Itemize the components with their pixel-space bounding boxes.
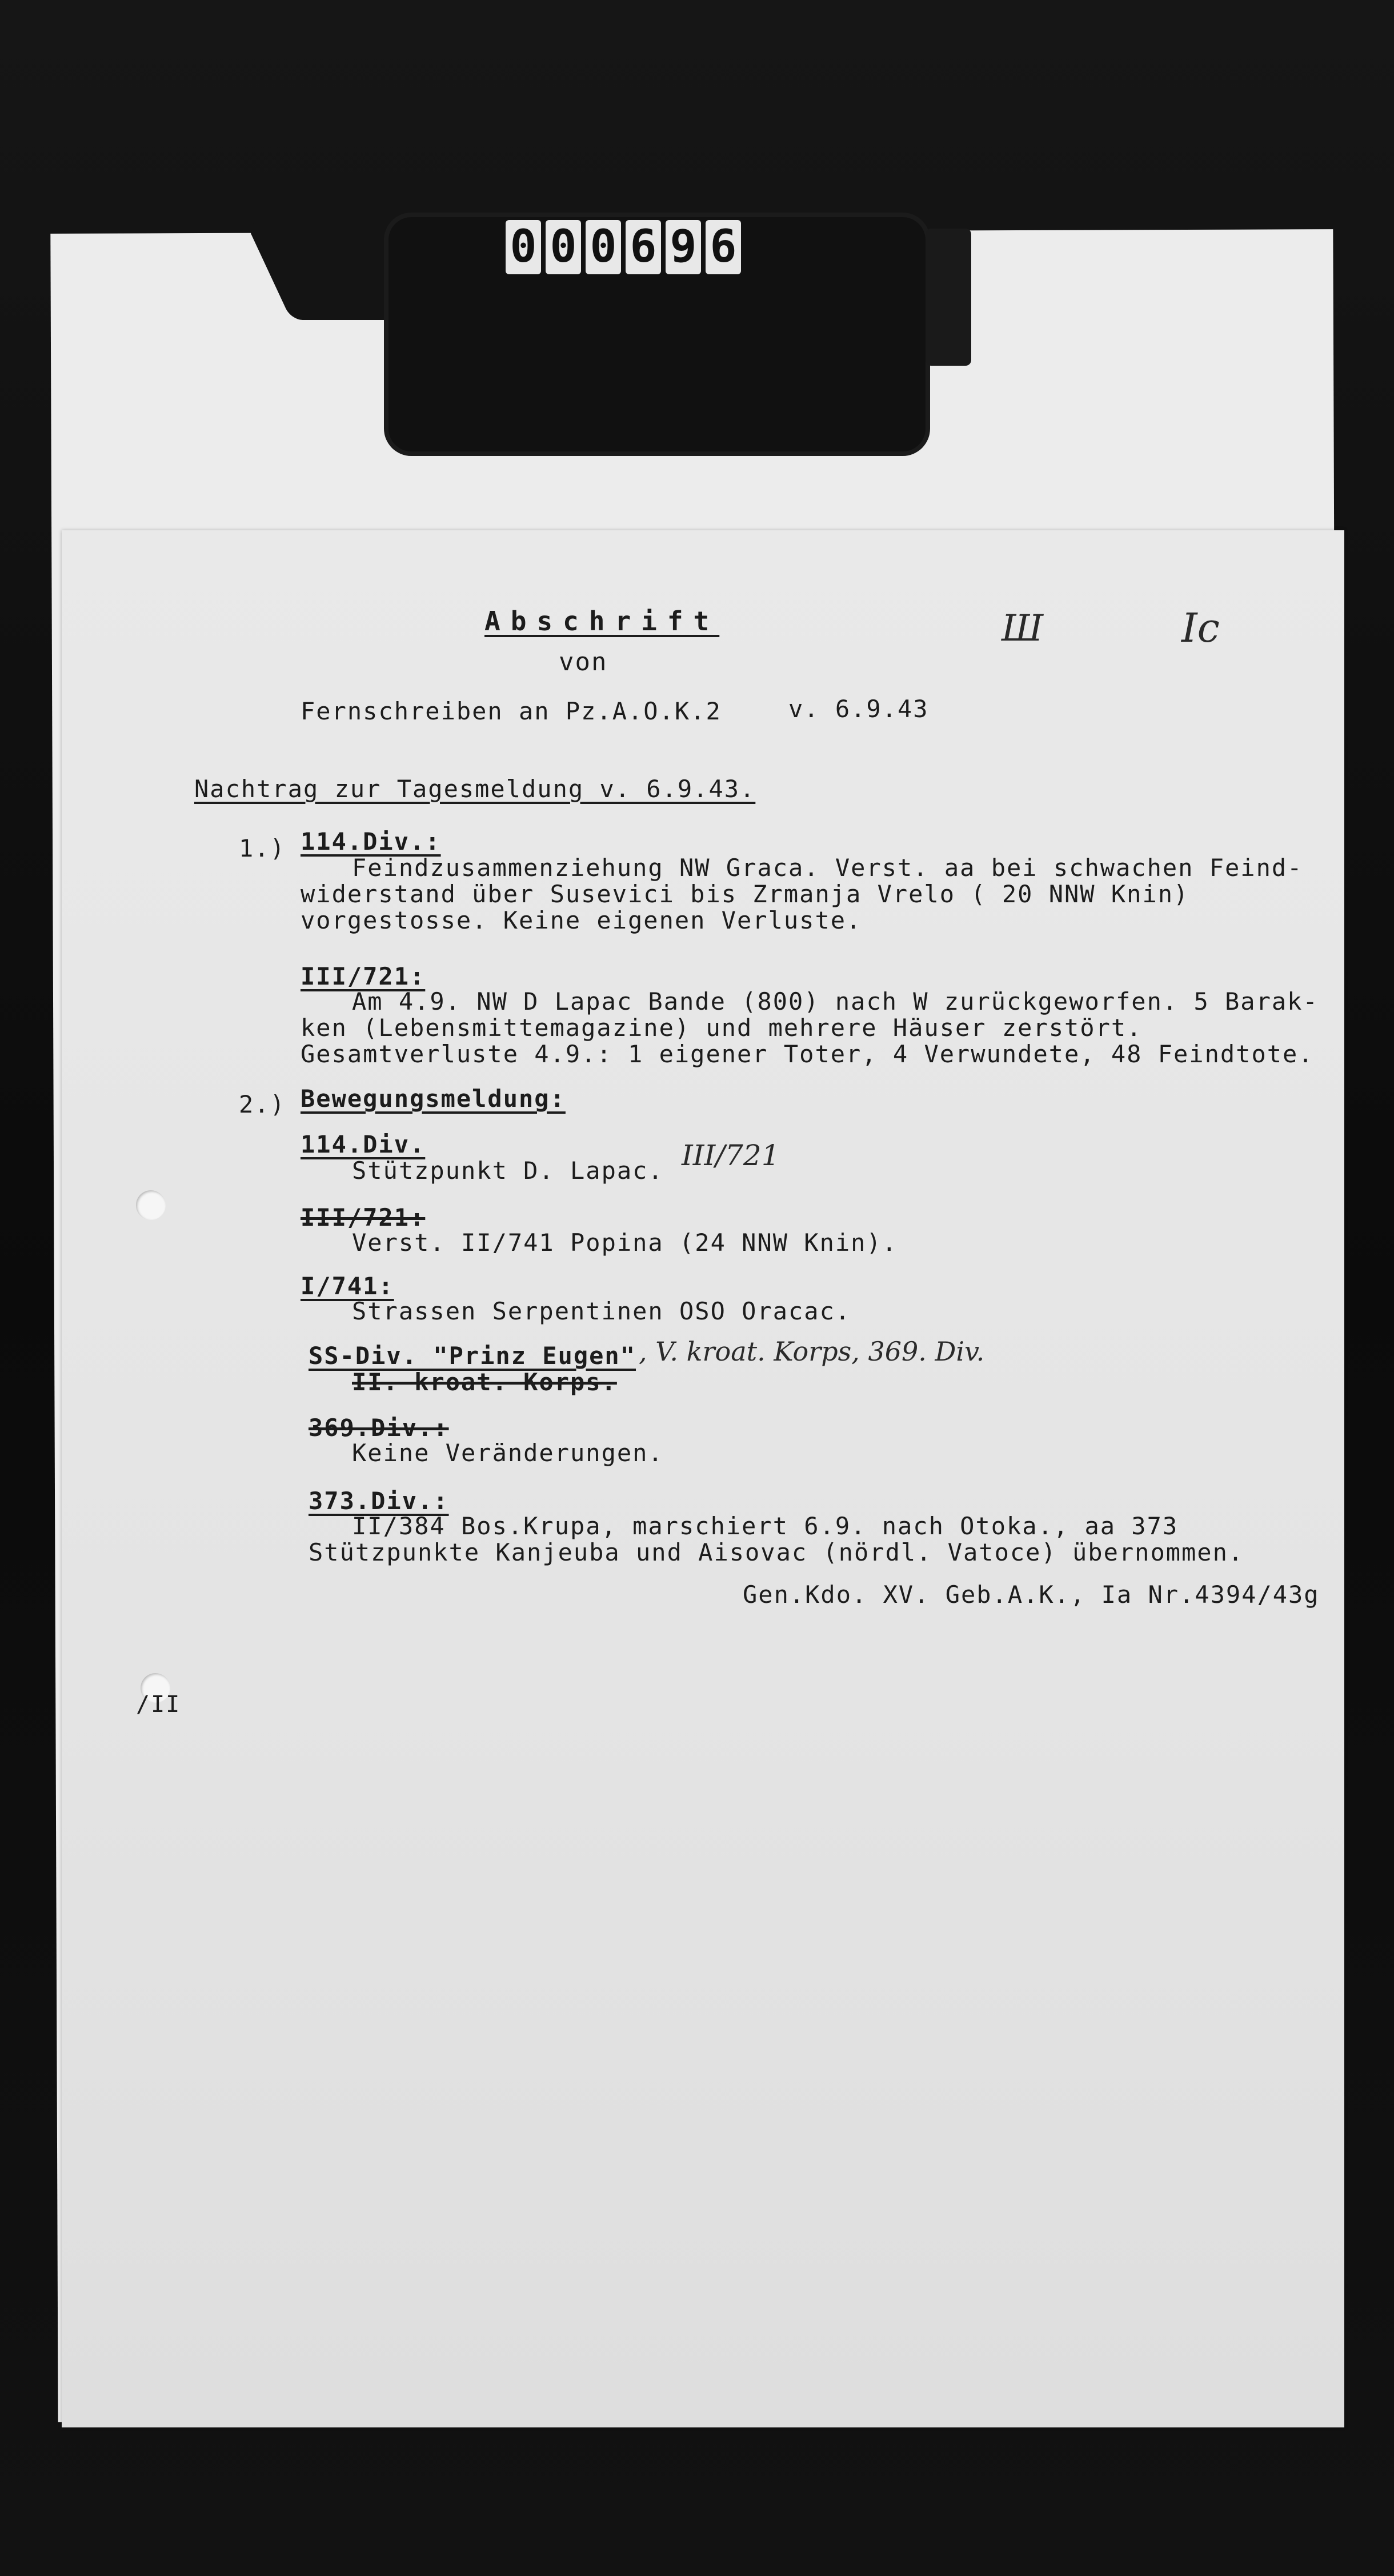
counter-digit: 9 <box>666 220 701 274</box>
movement-line: II/384 Bos.Krupa, marschiert 6.9. nach Otoka., aa 373 <box>352 1512 1179 1540</box>
document-von: von <box>559 647 608 677</box>
report-line: Feindzusammenziehung NW Graca. Verst. aa bei schwachen Feind- <box>352 854 1303 882</box>
section-1-number: 1.) <box>239 834 286 862</box>
unit-heading: 369.Div.: <box>309 1414 449 1442</box>
movement-line: II. kroat. Korps. <box>352 1368 617 1396</box>
movement-line: Strassen Serpentinen OSO Oracac. <box>352 1297 851 1325</box>
unit-heading: III/721: <box>301 1203 426 1231</box>
unit-heading: 114.Div.: <box>301 827 441 855</box>
counter-digit: 6 <box>706 220 741 274</box>
movement-line: Verst. II/741 Popina (24 NNW Knin). <box>352 1229 898 1257</box>
handwritten-note: , V. kroat. Korps, 369. Div. <box>639 1336 985 1367</box>
report-line: Gesamtverluste 4.9.: 1 eigener Toter, 4 Verwundete, 48 Feindtote. <box>301 1040 1314 1068</box>
document-page <box>62 530 1344 2427</box>
sender-line: Fernschreiben an Pz.A.O.K.2 <box>301 697 722 725</box>
report-line: vorgestosse. Keine eigenen Verluste. <box>301 906 862 934</box>
punch-hole <box>136 1190 166 1220</box>
unit-heading: I/741: <box>301 1272 394 1300</box>
document-date: v. 6.9.43 <box>788 695 929 723</box>
section-heading: Bewegungsmeldung: <box>301 1085 566 1113</box>
counter-digit: 0 <box>546 220 581 274</box>
document-subject: Nachtrag zur Tagesmeldung v. 6.9.43. <box>194 775 756 803</box>
unit-heading: 373.Div.: <box>309 1487 449 1515</box>
report-line: Am 4.9. NW D Lapac Bande (800) nach W zurückgeworfen. 5 Barak- <box>352 987 1319 1015</box>
handwritten-note: III/721 <box>682 1139 780 1172</box>
frame-counter <box>506 220 741 274</box>
report-line: ken (Lebensmittemagazine) und mehrere Häuser zerstört. <box>301 1014 1143 1042</box>
handwritten-initials: Ш <box>1002 607 1044 650</box>
signature-line: Gen.Kdo. XV. Geb.A.K., Ia Nr.4394/43g <box>743 1581 1320 1609</box>
document-title: Abschrift <box>484 606 720 637</box>
movement-line: Keine Veränderungen. <box>352 1439 664 1467</box>
counter-digit: 6 <box>626 220 661 274</box>
counter-digit: 0 <box>586 220 621 274</box>
section-2-number: 2.) <box>239 1090 286 1118</box>
unit-heading: III/721: <box>301 962 426 990</box>
handwritten-ic-mark: Ic <box>1181 605 1220 651</box>
movement-line: Stützpunkte Kanjeuba und Aisovac (nördl. Vatoce) übernommen. <box>309 1538 1244 1566</box>
margin-mark: /II <box>136 1691 181 1718</box>
counter-knob <box>926 229 971 366</box>
report-line: widerstand über Susevici bis Zrmanja Vrelo ( 20 NNW Knin) <box>301 880 1189 908</box>
counter-digit: 0 <box>506 220 541 274</box>
movement-line: Stützpunkt D. Lapac. <box>352 1157 664 1185</box>
unit-heading: SS-Div. "Prinz Eugen" <box>309 1342 636 1370</box>
unit-heading: 114.Div. <box>301 1130 426 1158</box>
